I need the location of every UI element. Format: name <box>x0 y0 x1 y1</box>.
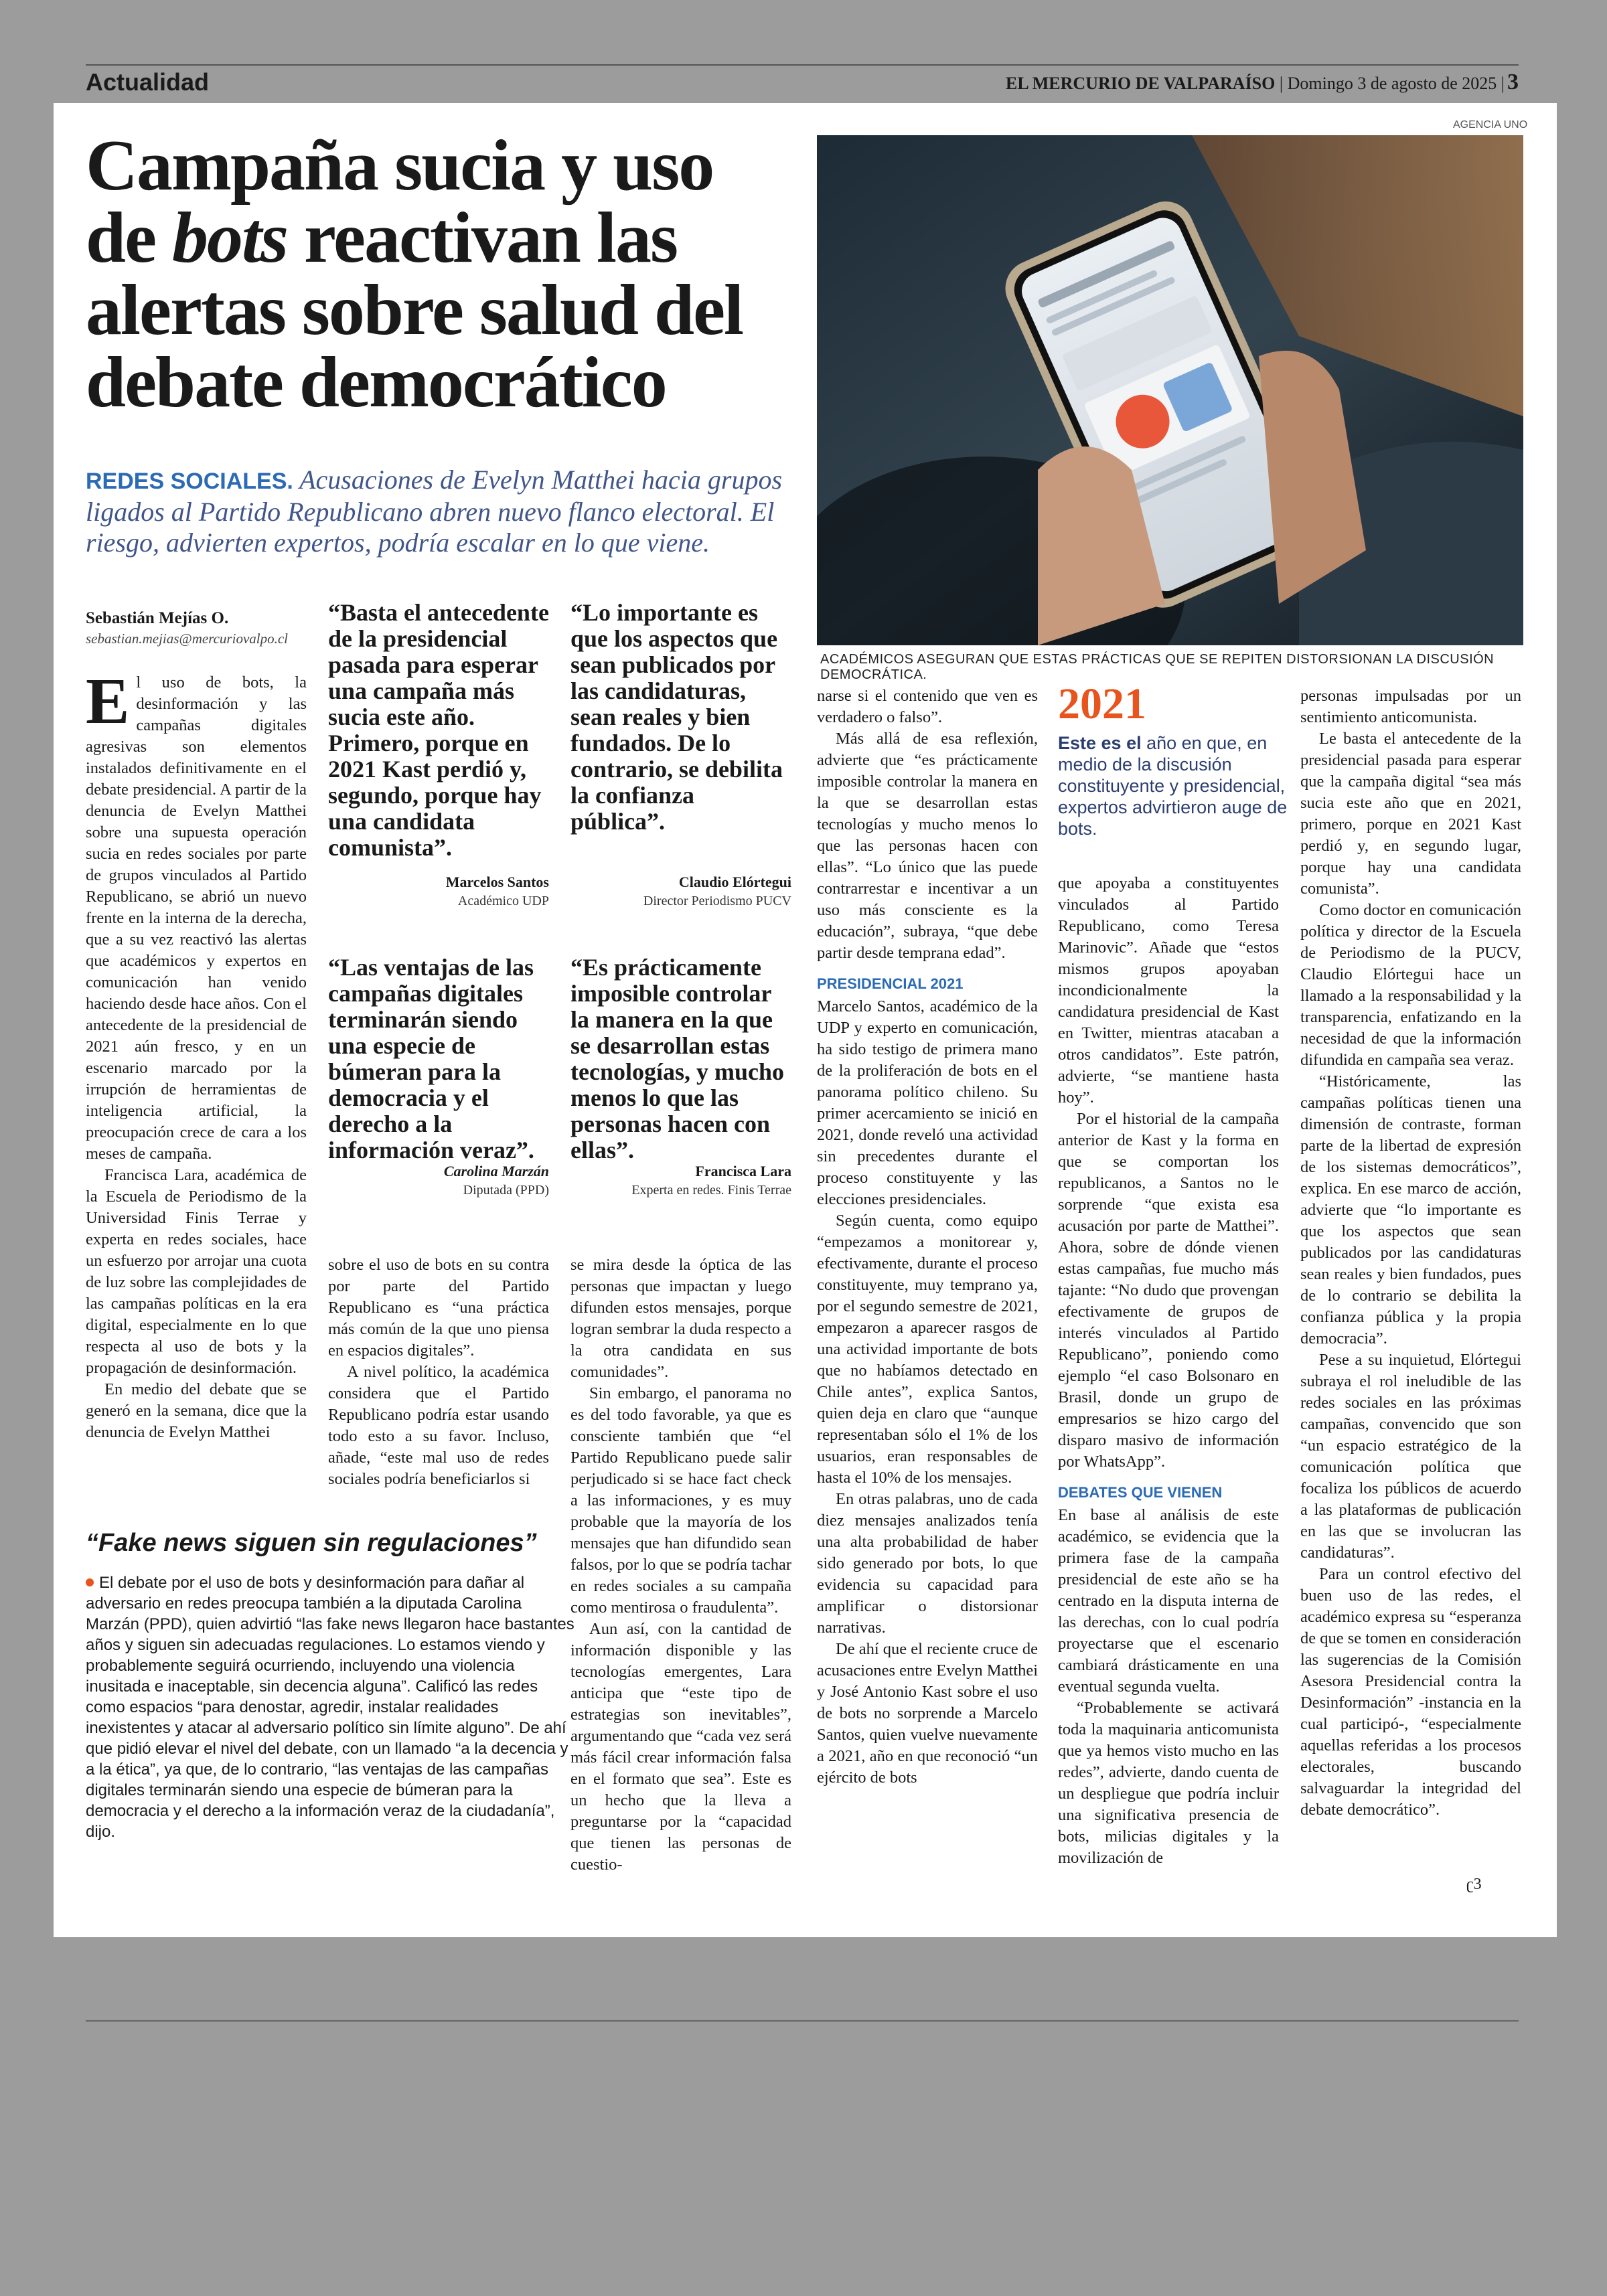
col6-p3: Como doctor en comunicación política y director de la Escuela de Periodismo de la PUCV, Claudio Elórtegui hace un llamado a la responsabilidad y la transparencia, enfatizando en la necesidad de que la información difundida en campaña sea veraz. <box>1300 901 1521 1069</box>
article-page <box>54 103 1557 1937</box>
col6-p4: “Históricamente, las campañas políticas tienen una dimensión de contraste, forman parte de la libertad de expresión de los sistemas democráticos”, explica. En ese marco de acción, advierte que “lo importante es que los aspectos que sean publicados por las candidaturas sean reales y bien fundados, pues de lo contrario se debilita la confianza pública y la propia democracia”. <box>1300 1072 1521 1347</box>
col5-p3: En base al análisis de este académico, se evidencia que la primera fase de la campaña presidencial de este año se ha centrado en la disputa interna de las derechas, con lo cual podría proyectarse que el escenario cambiará drásticamente en una eventual segunda vuelta. <box>1058 1506 1279 1696</box>
col4-p2: Más allá de esa reflexión, advierte que “es prácticamente imposible controlar la manera en la que se desarrollan estas tecnologías y mucho menos lo que las personas hacen con ellas”. “Lo único que las puede contrarrestar e incentivar a un uso más consciente es la educación”, subraya, “que debe partir desde temprana edad”. <box>817 730 1038 962</box>
quote-role: Experta en redes. Finis Terrae <box>631 1183 791 1198</box>
col5-p1: que apoyaba a constituyentes vinculados al Partido Republicano, como Teresa Marinovic”. Añade que “estos mismos grupos apoyaban incondicionalmente la candidatura presidencial de Kast en Twitter, mientras atacaban a otros candidatos”. Este patrón, advierte, “se mantiene hasta hoy”. <box>1058 874 1279 1106</box>
col1-p2: Francisca Lara, académica de la Escuela de Periodismo de la Universidad Finis Terrae y experta en redes sociales, hace un esfuerzo por arrojar una cuota de luz sobre las complejidades de las campañas políticas en la era digital, especialmente en lo que respecta al uso de bots y la propagación de desinformación. <box>86 1166 307 1377</box>
col4-p1: narse si el contenido que ven es verdadero o falso”. <box>817 687 1038 726</box>
subhead-debates: DEBATES QUE VIENEN <box>1058 1484 1223 1501</box>
col4-p5: En otras palabras, uno de cada diez mensajes analizados tenía una alta probabilidad de haber sido generado por bots, lo que evidencia su capacidad para amplificar o distorsionar narrativas. <box>817 1490 1038 1637</box>
headline-line-2a: de <box>86 198 172 278</box>
masthead: EL MERCURIO DE VALPARAÍSO | Domingo 3 de agosto de 2025 | 3 <box>1006 70 1519 94</box>
subhead-presidencial: PRESIDENCIAL 2021 <box>817 975 964 992</box>
dek-kicker: REDES SOCIALES. <box>86 469 293 494</box>
top-bar <box>86 64 1519 99</box>
col6-p1: personas impulsadas por un sentimiento anticomunista. <box>1300 687 1521 726</box>
quote-elortegui: “Lo importante es que los aspectos que sean publicados por las candidaturas, sean reales y bien fundados. De lo contrario, se debilita la confianza pública”. <box>570 599 783 835</box>
headline-line-4: debate democrático <box>86 343 666 422</box>
col6-p6: Para un control efectivo del buen uso de las redes, el académico expresa su “esperanza de que se tomen en consideración las sugerencias de la Comisión Asesora Presidencial contra la Desinformación” -instancia en la cual participó-, “especialmente aquellas referidas a los procesos electorales, buscando salvaguardar la integridad del debate democrático”. <box>1300 1565 1521 1819</box>
col6-p2: Le basta el antecedente de la presidencial pasada para esperar que la campaña digital “sea más sucia este año que en 2021, primero, porque en 2021 Kast perdió y, en segundo lugar, porque hay una candidata comunista”. <box>1300 730 1521 898</box>
quote-attribution-marzan <box>328 1162 549 1200</box>
col1-p3: En medio del debate que se generó en la semana, dice que la denuncia de Evelyn Matthei <box>86 1380 307 1441</box>
col6-p5: Pese a su inquietud, Elórtegui subraya el rol ineludible de las redes sociales en las próximas campañas, convencido que son “un espacio estratégico de la comunicación política que focaliza los públicos de acuerdo a las plataformas de publicación en las que se involucran las candidaturas”. <box>1300 1351 1521 1562</box>
headline-bots: bots <box>172 198 288 278</box>
quote-name: Francisca Lara <box>695 1163 791 1179</box>
bottom-rule <box>86 2020 1519 2022</box>
photo-credit: AGENCIA UNO <box>1453 119 1528 131</box>
quote-attribution-santos <box>328 873 549 910</box>
column-4 <box>817 685 1038 1789</box>
quote-attribution-elortegui <box>570 873 791 910</box>
sidebar-title: “Fake news siguen sin regulaciones” <box>86 1529 537 1557</box>
col2-p1: sobre el uso de bots en su contra por parte del Partido Republicano es “una práctica más común de la que uno piensa en espacios digitales”. <box>328 1256 549 1360</box>
quote-role: Diputada (PPD) <box>463 1183 549 1198</box>
quote-marzan: “Las ventajas de las campañas digitales terminarán siendo una especie de búmeran para la democracia y el derecho a la información veraz”. <box>328 954 534 1163</box>
drop-cap: E <box>86 665 130 738</box>
col4-p4: Según cuenta, como equipo “empezamos a monitorear y, efectivamente, durante el proceso constituyente, muy temprano ya, por el segundo semestre de 2021, empezaron a aparecer rasgos de una actividad importante de bots que no habíamos detectado en Chile antes”, explica Santos, quien deja en claro que “aunque representaban sólo el 1% de los usuarios, eran responsables de hasta el 10% de los mensajes. <box>817 1212 1038 1487</box>
sidebar-body: El debate por el uso de bots y desinformación para dañar al adversario en redes preocupa también a la diputada Carolina Marzán (PPD), quien advirtió “las fake news llegaron hace bastantes años y siguen sin adecuadas regulaciones. Lo estamos viendo y probablemente seguirá ocurriendo, incluyendo una violencia inusitada e inaceptable, sin decencia alguna”. Calificó las redes como espacios “para denostar, agredir, instalar realidades inexistentes y atacar al adversario político sin límite alguno”. De ahí que pidió elevar el nivel del debate, con un llamado “a la decencia y a la ética”, ya que, de lo contrario, “las ventajas de las campañas digitales terminarán siendo una especie de búmeran para la democracia y el derecho a la información veraz de la ciudadanía”, dijo. <box>86 1574 575 1841</box>
col1-p1: l uso de bots, la desinformación y las campañas digitales agresivas son elementos instalados definitivamente en el debate presidencial. A partir de la denuncia de Evelyn Matthei sobre una supuesta operación sucia en redes sociales por parte de grupos vinculados al Partido Republicano, se abrió un nuevo frente en la interna de la derecha, que a su vez reactivó las alertas que académicos y expertos en comunicación han venido haciendo desde hace años. Con el antecedente de la presidencial de 2021 aún fresco, y en un escenario marcado por la irrupción de herramientas de inteligencia artificial, la preocupación crece de cara a los meses de campaña. <box>86 673 307 1163</box>
column-5 <box>1058 873 1279 1869</box>
headline-line-2c: reactivan las <box>287 198 677 278</box>
col5-p2: Por el historial de la campaña anterior de Kast y la forma en que se comportan los republicanos, a Santos no le sorprende “que exista esa acusación por parte de Matthei”. Ahora, sobre de dónde vienen estas campañas, fue mucho más tajante: “No dudo que provengan efectivamente de grupos de interés vinculados al Partido Republicano”, poniendo como ejemplo “el caso Bolsonaro en Brasil, donde un grupo de empresarios se hizo cargo del disparo masivo de información por WhatsApp”. <box>1058 1110 1279 1471</box>
headline <box>86 126 822 422</box>
stat-text <box>1058 732 1319 839</box>
quote-attribution-lara <box>570 1162 791 1200</box>
col4-p6: De ahí que el reciente cruce de acusaciones entre Evelyn Matthei y José Antonio Kast sobre el uso de bots no sorprende a Marcelo Santos, quien vuelve nuevamente a 2021, año en que reconoció “un ejército de bots <box>817 1640 1038 1787</box>
quote-santos: “Basta el antecedente de la presidencial pasada para esperar una campaña más sucia este año. Primero, porque en 2021 Kast perdió y, segundo, porque hay una candidata comunista”. <box>328 599 549 861</box>
date: Domingo 3 de agosto de 2025 <box>1287 74 1497 93</box>
page-number: 3 <box>1507 70 1519 94</box>
section-label: Actualidad <box>86 68 210 96</box>
stat-year: 2021 <box>1058 679 1146 728</box>
photo-caption: ACADÉMICOS ASEGURAN QUE ESTAS PRÁCTICAS QUE SE REPITEN DISTORSIONAN LA DISCUSIÓN DEMOCRÁTICA. <box>820 652 1495 682</box>
col5-p4: “Probablemente se activará toda la maquinaria anticomunista que ya hemos visto mucho en las redes”, advierte, dando cuenta de un despliegue que podría incluir una significativa presencia de bots, milicias digitales y la movilización de <box>1058 1699 1279 1867</box>
phone-photo <box>817 135 1523 645</box>
dek <box>86 465 842 558</box>
byline-email: sebastian.mejias@mercuriovalpo.cl <box>86 631 288 647</box>
quote-name: Claudio Elórtegui <box>678 874 791 890</box>
quote-name: Carolina Marzán <box>443 1163 549 1179</box>
headline-line-3: alertas sobre salud del <box>86 270 743 350</box>
column-2 <box>328 1254 549 1490</box>
stat-body: año en que, en medio de la discusión constituyente y presidencial, expertos advirtieron auge de bots. <box>1058 733 1288 839</box>
col4-p3: Marcelo Santos, académico de la UDP y experto en comunicación, ha sido testigo de primera mano de la proliferación de bots en el panorama político chileno. Su primer acercamiento se inició en 2021, donde reveló una actividad sin precedentes durante el proceso constituyente y las elecciones presidenciales. <box>817 997 1038 1208</box>
quote-name: Marcelos Santos <box>445 874 549 890</box>
paper-name: EL MERCURIO DE VALPARAÍSO <box>1006 74 1276 93</box>
col3-p1: se mira desde la óptica de las personas que impactan y luego difunden estos mensajes, porque logran sembrar la duda respecto a la otra candidata en sus comunidades”. <box>570 1256 791 1381</box>
column-3 <box>570 1254 791 1876</box>
quote-role: Director Periodismo PUCV <box>643 894 791 908</box>
quote-lara: “Es prácticamente imposible controlar la manera en la que se desarrollan estas tecnologías, y mucho menos lo que las personas hacen con ellas”. <box>570 954 784 1163</box>
col3-p2: Sin embargo, el panorama no es del todo favorable, ya que es consciente también que “el Partido Republicano puede salir perjudicado si se hace fact check a las informaciones, y es muy probable que la mayoría de los mensajes que han difundido sean falsos, por lo que se podría tachar en redes sociales a su campaña como mentirosa o fraudulenta”. <box>570 1384 791 1617</box>
col3-p3: Aun así, con la cantidad de información disponible y las tecnologías emergentes, Lara anticipa que “este tipo de estrategias son inevitables”, argumentando que “cada vez será más fácil crear información falsa en el formato que sea”. Este es un hecho que la lleva a preguntarse por la “capacidad que tienen las personas de cuestio- <box>570 1620 791 1874</box>
byline <box>86 608 300 649</box>
headline-line-1: Campaña sucia y uso <box>86 126 714 206</box>
byline-name: Sebastián Mejías O. <box>86 609 229 627</box>
bullet-icon <box>86 1578 94 1586</box>
sidebar-text <box>86 1572 575 1842</box>
column-6 <box>1300 685 1521 1821</box>
end-mark: ʗ3 <box>1466 1876 1482 1893</box>
quote-role: Académico UDP <box>457 894 549 908</box>
col2-p2: A nivel político, la académica considera que el Partido Republicano podría estar usando todo esto a su favor. Incluso, añade, “este mal uso de redes sociales podría beneficiarlos si <box>328 1363 549 1488</box>
column-1 <box>86 665 307 1443</box>
dek-text: Acusaciones de Evelyn Matthei hacia grupos ligados al Partido Republicano abren nuevo flanco electoral. El riesgo, advierten expertos, podría escalar en lo que viene. <box>86 465 783 558</box>
stat-lead: Este es el <box>1058 733 1142 753</box>
